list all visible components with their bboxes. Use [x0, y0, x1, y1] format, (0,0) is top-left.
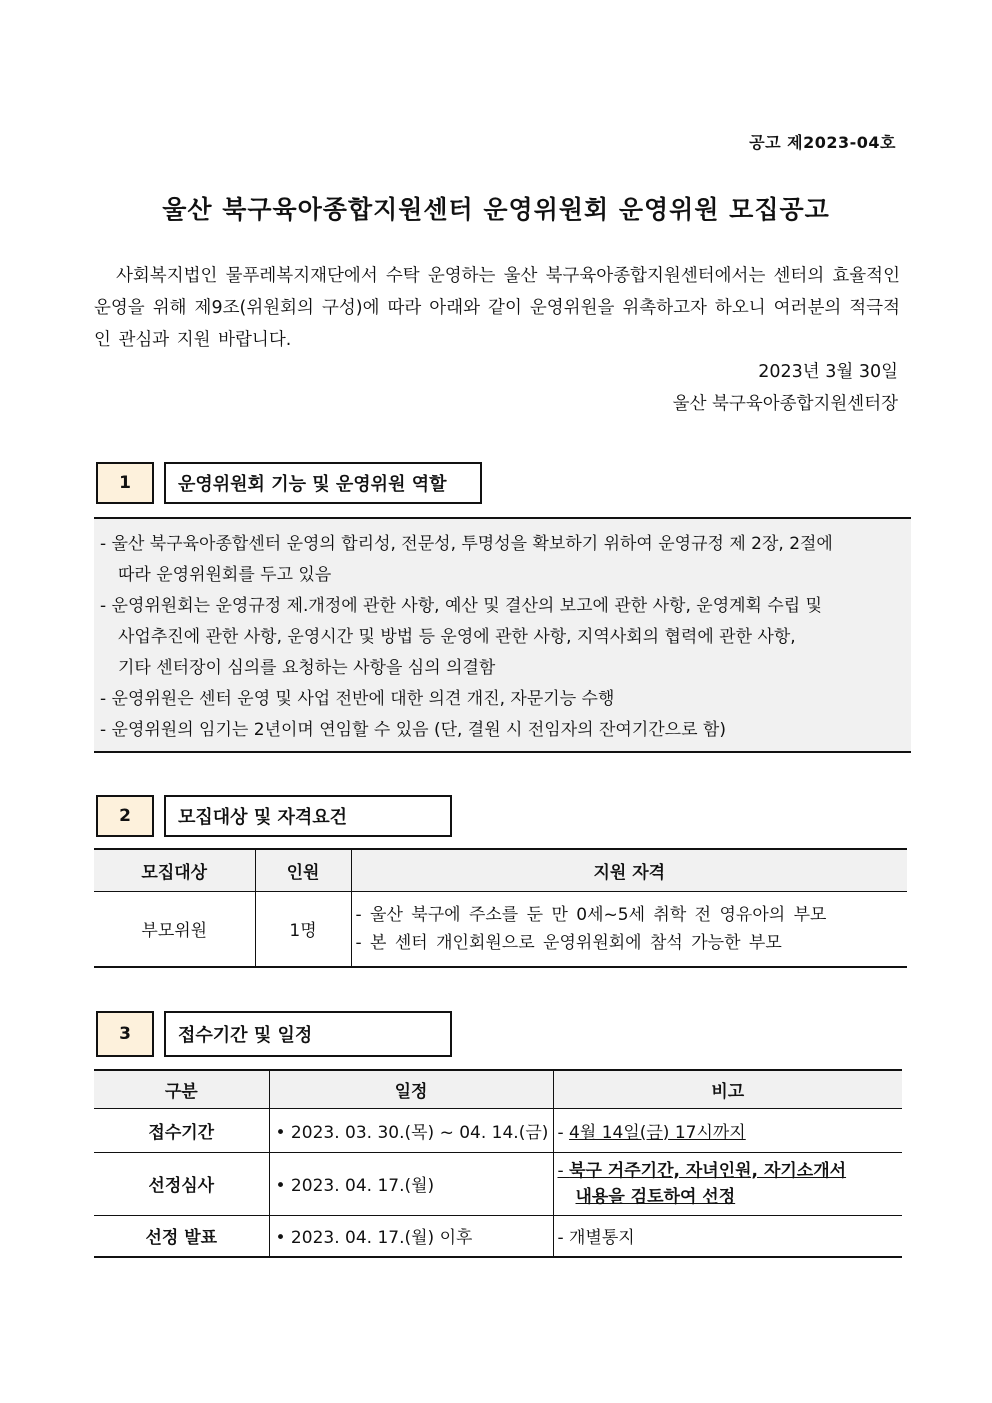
recruitment-table — [94, 848, 907, 968]
col-remarks: 비고 — [553, 1070, 902, 1108]
schedule-cell: • 2023. 04. 17.(월) 이후 — [269, 1215, 553, 1257]
col-target: 모집대상 — [94, 849, 255, 891]
table-header-row — [94, 849, 907, 891]
category-cell: 선정 발표 — [145, 1228, 218, 1249]
schedule-table — [94, 1069, 902, 1258]
remarks-cell: - 북구 거주기간, 자녀인원, 자기소개서 내용을 검토하여 선정 — [553, 1152, 902, 1215]
table-row — [94, 1215, 902, 1257]
col-schedule: 일정 — [269, 1070, 553, 1108]
role-item: - 울산 북구육아종합센터 운영의 합리성, 전문성, 투명성을 확보하기 위하여 운영규정 제 2장, 2절에 따라 운영위원회를 두고 있음 — [100, 534, 833, 585]
role-item: - 운영위원은 센터 운영 및 사업 전반에 대한 의견 개진, 자문기능 수행 — [100, 689, 615, 709]
col-count: 인원 — [255, 849, 351, 891]
section-3-title: 접수기간 및 일정 — [164, 1011, 452, 1057]
role-item: - 운영위원회는 운영규정 제.개정에 관한 사항, 예산 및 결산의 보고에 관한 사항, 운영계획 수립 및 사업추진에 관한 사항, 운영시간 및 방법 등 운영에 관한 사항, 지역사회의 협력에 관한 사항, 기타 센터장이 심의를 요청하는 사항을 심의 의결함 — [100, 596, 823, 678]
intro-paragraph: 사회복지법인 물푸레복지재단에서 수탁 운영하는 울산 북구육아종합지원센터에서는 센터의 효율적인 운영을 위해 제9조(위원회의 구성)에 따라 아래와 같이 운영위원을 위촉하고자 하오니 여러분의 적극적인 관심과 지원 바랍니다. — [94, 266, 900, 350]
table-row — [94, 1108, 902, 1152]
schedule-cell: • 2023. 03. 30.(목) ~ 04. 14.(금) — [269, 1108, 553, 1152]
section-1-content — [94, 517, 911, 753]
remarks-cell: - 개별통지 — [553, 1215, 902, 1257]
category-cell: 접수기간 — [94, 1108, 269, 1152]
section-1-title: 운영위원회 기능 및 운영위원 역할 — [164, 462, 482, 504]
table-header-row — [94, 1070, 902, 1108]
category-cell: 선정심사 — [94, 1152, 269, 1215]
announcement-date: 2023년 3월 30일 — [758, 362, 898, 382]
section-2-number: 2 — [96, 795, 154, 837]
section-1-number: 1 — [96, 462, 154, 504]
issuer: 울산 북구육아종합지원센터장 — [672, 394, 898, 414]
section-2-title: 모집대상 및 자격요건 — [164, 795, 452, 837]
schedule-cell: • 2023. 04. 17.(월) — [269, 1152, 553, 1215]
page-title: 울산 북구육아종합지원센터 운영위원회 운영위원 모집공고 — [162, 195, 830, 224]
col-category: 구분 — [94, 1070, 269, 1108]
section-3-number: 3 — [96, 1011, 154, 1057]
notice-number: 공고 제2023-04호 — [749, 133, 896, 152]
qualification-cell: - 울산 북구에 주소를 둔 만 0세~5세 취학 전 영유아의 부모 - 본 센터 개인회원으로 운영위원회에 참석 가능한 부모 — [351, 891, 907, 967]
remarks-cell: - 4월 14일(금) 17시까지 — [553, 1108, 902, 1152]
table-row — [94, 891, 907, 967]
col-qualification: 지원 자격 — [351, 849, 907, 891]
table-row — [94, 1152, 902, 1215]
count-cell: 1명 — [255, 891, 351, 967]
target-cell: 부모위원 — [141, 921, 208, 942]
role-item: - 운영위원의 임기는 2년이며 연임할 수 있음 (단, 결원 시 전임자의 잔여기간으로 함) — [100, 720, 726, 740]
